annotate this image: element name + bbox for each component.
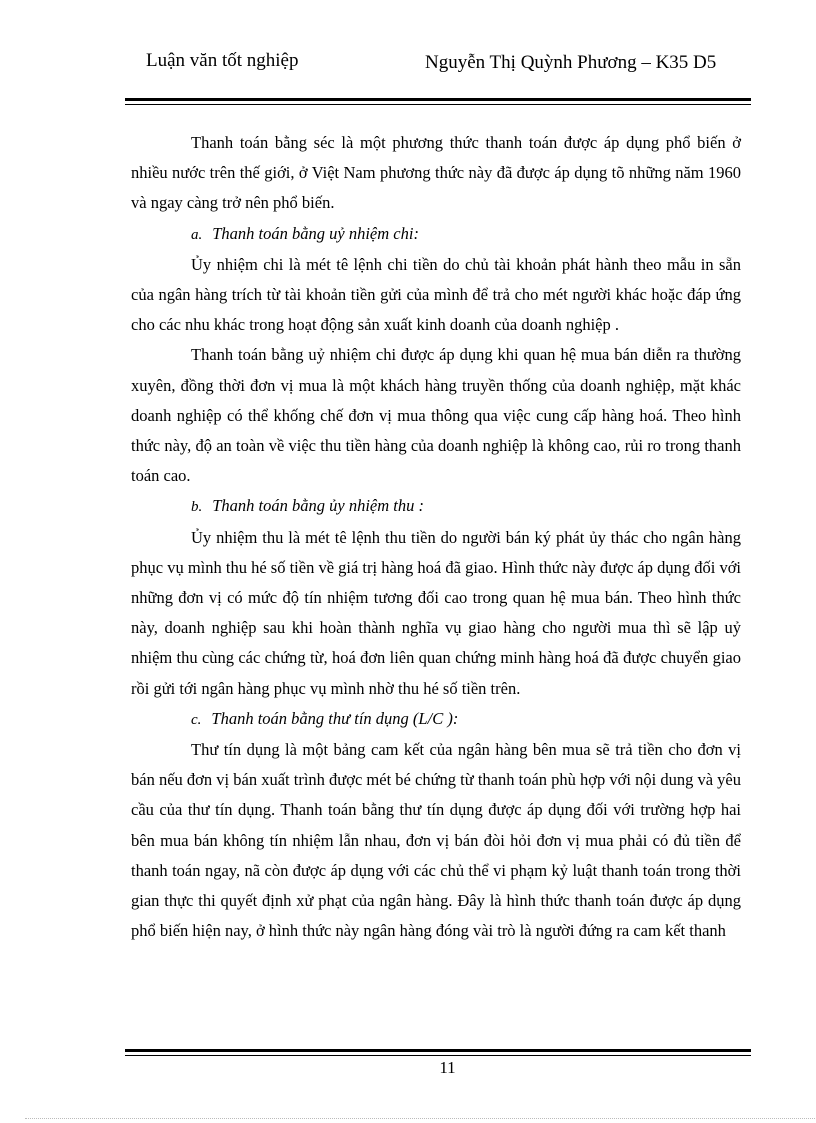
footer-rule-thick [125, 1049, 751, 1052]
footer-rule-thin [125, 1055, 751, 1056]
subheading-title: Thanh toán bằng thư tín dụng (L/C ): [211, 708, 459, 728]
section-subheading [131, 704, 741, 735]
header-rule-thick [125, 98, 751, 101]
header-rule-thin [125, 104, 751, 105]
page-edge-dotted-line [25, 1118, 815, 1119]
header-thesis-label: Luận văn tốt nghiệp [146, 50, 299, 71]
subheading-letter: b. [191, 499, 203, 516]
section-subheading [131, 491, 741, 522]
subheading-title: Thanh toán bằng uỷ nhiệm chi: [212, 223, 419, 243]
body-paragraph: Thanh toán bằng uỷ nhiệm chi được áp dụng khi quan hệ mua bán diễn ra thường xuyên, đồng thời đơn vị mua là một khách hàng truyền thống của doanh nghiệp, mặt khác doanh nghiệp có thể khống chế đơn vị mua thông qua việc cung cấp hàng hoá. Theo hình thức này, độ an toàn về việc thu tiền hàng của doanh nghiệp là không cao, rủi ro trong thanh toán cao. [131, 345, 741, 486]
page-body [131, 128, 741, 946]
body-paragraph: Thư tín dụng là một bảng cam kết của ngân hàng bên mua sẽ trả tiền cho đơn vị bán nếu đơn vị bán xuất trình được mét bé chứng từ thanh toán phù hợp với nội dung và yêu cầu của thư tín dụng. Thanh toán bằng thư tín dụng được áp dụng đối với trường hợp hai bên mua bán không tín nhiệm lẫn nhau, đơn vị bán đòi hỏi đơn vị mua phải có đủ tiền để thanh toán ngay, nã còn được áp dụng với các chủ thể vi phạm kỷ luật thanh toán trong thời gian thực thi quyết định xử phạt của ngân hàng. Đây là hình thức thanh toán được áp dụng phổ biến hiện nay, ở hình thức này ngân hàng đóng vài trò là người đứng ra cam kết thanh [131, 740, 741, 941]
body-paragraph: Ủy nhiệm thu là mét tê lệnh thu tiền do người bán ký phát ủy thác cho ngân hàng phục vụ mình thu hé số tiền về giá trị hàng hoá đã giao. Hình thức này được áp dụng đối với những đơn vị có mức độ tín nhiệm tương đối cao trong quan hệ mua bán. Theo hình thức này, doanh nghiệp sau khi hoàn thành nghĩa vụ giao hàng cho người mua thì sẽ lập uỷ nhiệm thu cùng các chứng từ, hoá đơn liên quan chứng minh hàng hoá đã được chuyển giao rồi gửi tới ngân hàng phục vụ mình nhờ thu hé số tiền trên. [131, 527, 741, 698]
section-subheading [131, 219, 741, 250]
body-paragraph: Ủy nhiệm chi là mét tê lệnh chi tiền do chủ tài khoản phát hành theo mẫu in sẵn của ngân hàng trích từ tài khoản tiền gửi của mình để trả cho mét người khác hoặc đáp ứng cho các nhu khác trong hoạt động sản xuất kinh doanh của doanh nghiệp . [131, 254, 741, 335]
subheading-letter: c. [191, 711, 202, 728]
page-number: 11 [439, 1058, 456, 1077]
subheading-letter: a. [191, 226, 203, 243]
body-paragraph: Thanh toán bằng séc là một phương thức thanh toán được áp dụng phổ biến ở nhiều nước trên thế giới, ở Việt Nam phương thức này đã được áp dụng tõ những năm 1960 và ngay càng trở nên phổ biến. [131, 133, 741, 213]
header-author-label: Nguyễn Thị Quỳnh Phương – K35 D5 [425, 52, 717, 73]
subheading-title: Thanh toán bằng ủy nhiệm thu : [212, 496, 424, 516]
